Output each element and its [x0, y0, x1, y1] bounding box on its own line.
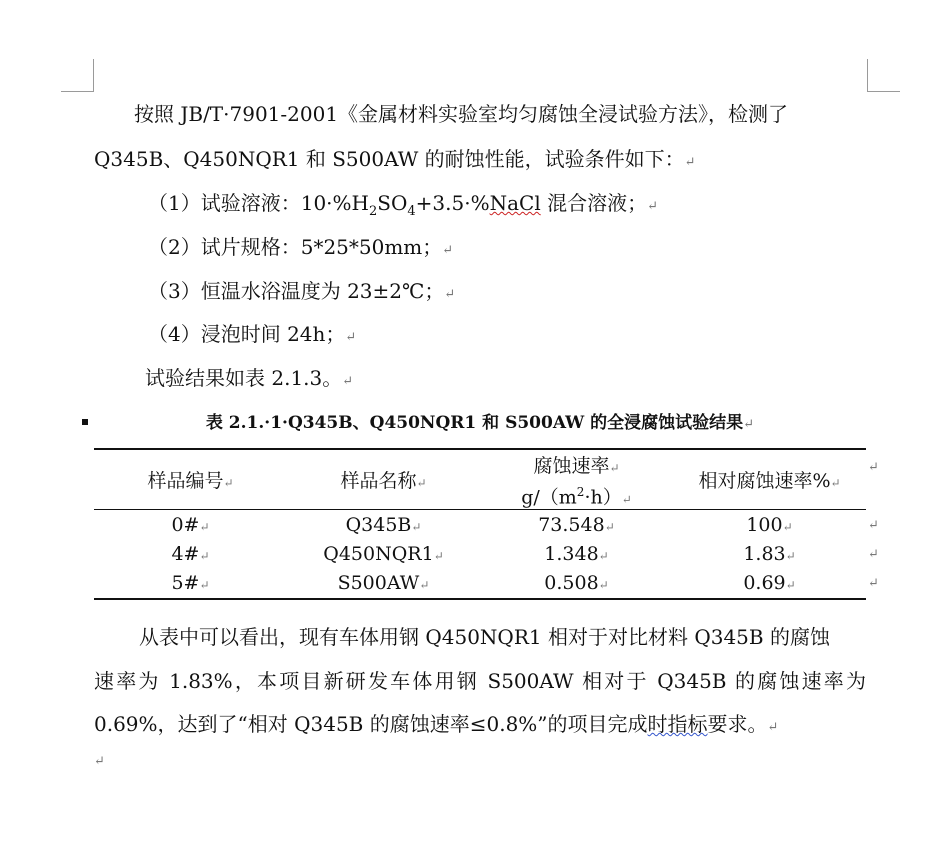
cell-text: 73.548	[538, 514, 605, 536]
condition-3-text: （3）恒温水浴温度为 23±2℃；	[148, 279, 445, 303]
table-header-sample-id[interactable]	[94, 469, 287, 495]
cell-mark: ↵	[785, 578, 796, 592]
conclusion-line-2[interactable]: 速率为 1.83%，本项目新研发车体用钢 S500AW 相对于 Q345B 的腐蚀速率为	[94, 669, 866, 693]
header-rate-line2a: g/（m	[521, 486, 577, 509]
table-caption[interactable]	[94, 410, 866, 438]
condition-1-so: SO	[377, 191, 408, 215]
table-header-relative-rate[interactable]	[673, 469, 866, 495]
list-bullet-marker	[82, 419, 88, 425]
result-intro[interactable]	[145, 365, 353, 395]
table-bottom-rule	[94, 598, 866, 600]
cell-mark: ↵	[604, 520, 615, 534]
conclusion-line-3-end: 要求。	[707, 712, 768, 736]
table-row-1-id[interactable]	[94, 542, 287, 568]
intro-line-2-text: Q345B、Q450NQR1 和 S500AW 的耐蚀性能，试验条件如下：	[94, 147, 685, 171]
row-end-mark: ↵	[868, 576, 879, 591]
condition-4[interactable]	[148, 321, 356, 351]
row-end-mark: ↵	[868, 547, 879, 562]
cell-mark: ↵	[785, 549, 796, 563]
cell-text: Q345B	[345, 514, 412, 536]
condition-1-end: 混合溶液；	[540, 191, 648, 215]
condition-1[interactable]	[148, 190, 658, 225]
cell-text: Q450NQR1	[323, 543, 434, 565]
row-end-mark: ↵	[868, 460, 879, 475]
condition-1-nacl: NaCl	[489, 191, 541, 215]
table-row-1-name[interactable]	[287, 542, 480, 568]
cell-text: 1.348	[544, 543, 599, 565]
page-corner-mark-top-left	[61, 59, 94, 92]
cell-text: 100	[746, 514, 783, 536]
table-row-2-name[interactable]	[287, 571, 480, 597]
cell-mark: ↵	[419, 578, 430, 592]
cell-text: 0.69	[743, 572, 786, 594]
cell-mark: ↵	[199, 578, 210, 592]
table-row-0-relative[interactable]	[673, 513, 866, 539]
cell-mark: ↵	[830, 476, 841, 490]
cell-mark: ↵	[609, 461, 620, 475]
paragraph-mark: ↵	[444, 287, 456, 302]
empty-paragraph-mark: ↵	[94, 754, 105, 769]
condition-1-sub-2: 2	[368, 204, 378, 219]
table-row-1-relative[interactable]	[673, 542, 866, 568]
cell-mark: ↵	[433, 549, 444, 563]
table-row-2-relative[interactable]	[673, 571, 866, 597]
paragraph-mark: ↵	[767, 720, 779, 735]
row-end-mark: ↵	[868, 518, 879, 533]
cell-text: 5#	[171, 572, 200, 594]
table-header-corrosion-rate[interactable]	[480, 454, 673, 511]
cell-mark: ↵	[598, 549, 609, 563]
cell-text: 4#	[171, 543, 200, 565]
conclusion-line-3[interactable]	[94, 711, 778, 741]
header-relative-text: 相对腐蚀速率%	[698, 470, 831, 492]
cell-text: 0.508	[544, 572, 599, 594]
paragraph-mark: ↵	[647, 199, 658, 214]
condition-4-text: （4）浸泡时间 24h；	[148, 322, 346, 346]
cell-mark: ↵	[621, 492, 632, 507]
conclusion-grammar-mark: 时指标	[647, 712, 708, 736]
condition-1-prefix: （1）试验溶液：10·%H	[148, 191, 369, 215]
intro-line-2[interactable]	[94, 146, 696, 176]
cell-text: S500AW	[337, 572, 420, 594]
header-rate-line2b: ·h）	[584, 486, 622, 509]
conclusion-line-1[interactable]: 从表中可以看出，现有车体用钢 Q450NQR1 相对于对比材料 Q345B 的腐蚀	[139, 625, 830, 649]
paragraph-mark: ↵	[442, 243, 454, 258]
result-intro-text: 试验结果如表 2.1.3。	[145, 366, 343, 390]
table-row-2-id[interactable]	[94, 571, 287, 597]
intro-line-1[interactable]: 按照 JB/T·7901-2001《金属材料实验室均匀腐蚀全浸试验方法》，检测了	[134, 102, 789, 126]
cell-mark: ↵	[598, 578, 609, 592]
paragraph-mark: ↵	[342, 374, 354, 389]
conclusion-line-3-text: 0.69%，达到了“相对 Q345B 的腐蚀速率≤0.8%”的项目完成	[94, 712, 648, 736]
table-row-0-name[interactable]	[287, 513, 480, 539]
table-row-0-id[interactable]	[94, 513, 287, 539]
condition-2[interactable]	[148, 234, 453, 264]
condition-1-tail: +3.5·%	[415, 191, 490, 215]
paragraph-mark: ↵	[345, 330, 357, 345]
cell-mark: ↵	[782, 520, 793, 534]
header-rate-superscript: 2	[576, 485, 585, 499]
table-header-sample-name[interactable]	[287, 469, 480, 495]
header-rate-line1: 腐蚀速率	[533, 455, 610, 477]
table-top-rule	[94, 448, 866, 450]
table-row-1-rate[interactable]	[480, 542, 673, 568]
cell-text: 1.83	[743, 543, 786, 565]
cell-mark: ↵	[223, 476, 234, 490]
condition-1-sub-4: 4	[407, 204, 416, 219]
header-sample-id-text: 样品编号	[147, 470, 224, 492]
condition-2-text: （2）试片规格：5*25*50mm；	[148, 235, 443, 259]
table-row-2-rate[interactable]	[480, 571, 673, 597]
header-sample-name-text: 样品名称	[340, 470, 417, 492]
cell-mark: ↵	[416, 476, 427, 490]
condition-3[interactable]	[148, 278, 455, 308]
cell-mark: ↵	[411, 520, 422, 534]
paragraph-mark: ↵	[743, 417, 755, 432]
cell-mark: ↵	[199, 520, 210, 534]
cell-mark: ↵	[199, 549, 210, 563]
page-corner-mark-top-right	[867, 59, 900, 92]
table-caption-text: 表 2.1.·1·Q345B、Q450NQR1 和 S500AW 的全浸腐蚀试验结果	[205, 413, 744, 433]
paragraph-mark: ↵	[684, 155, 696, 170]
table-row-0-rate[interactable]	[480, 513, 673, 539]
cell-text: 0#	[171, 514, 200, 536]
